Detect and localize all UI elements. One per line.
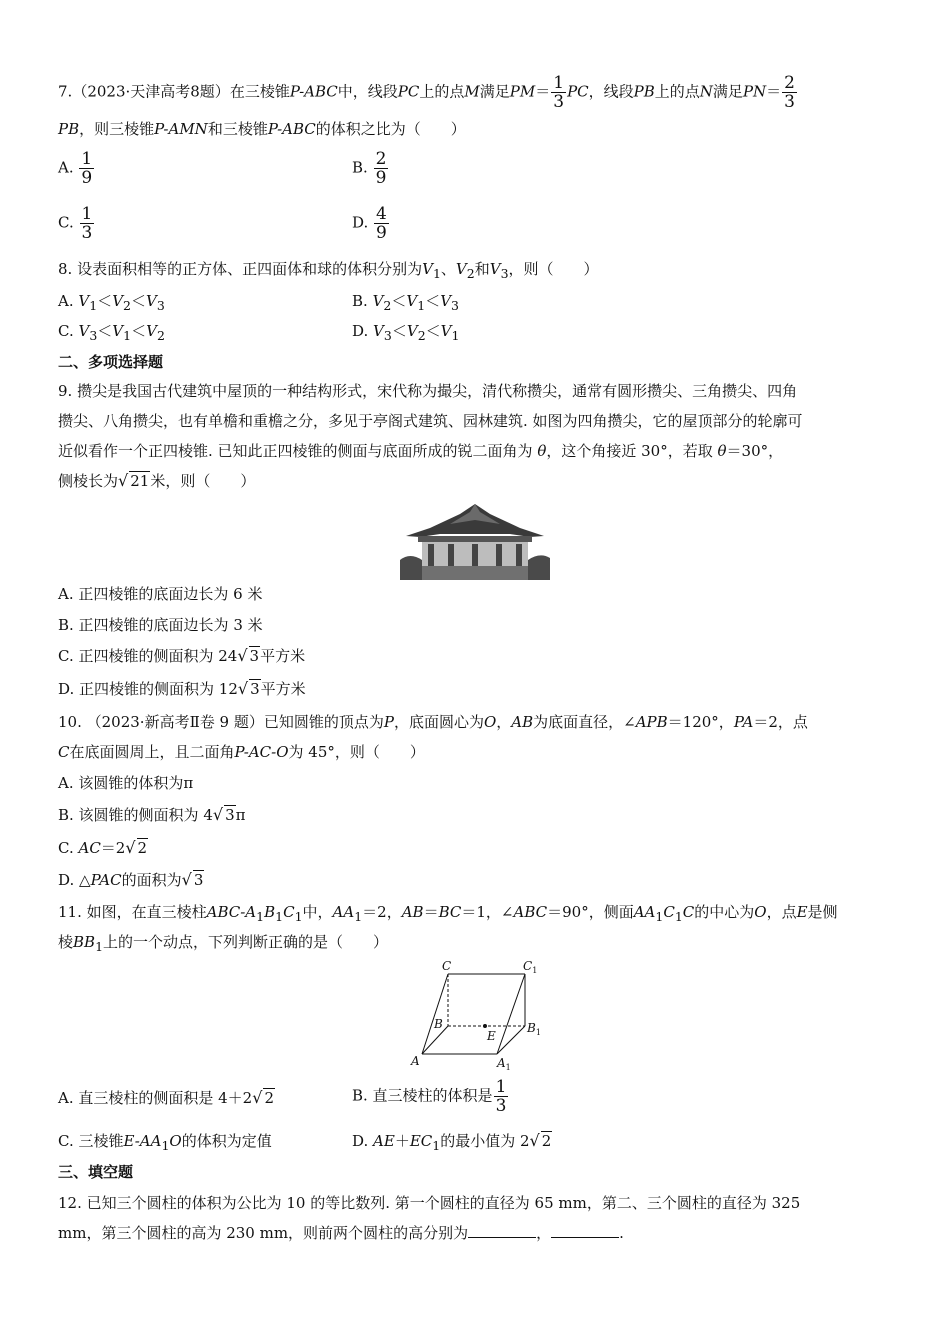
q7-option-d[interactable]: D. $\frac{4}{9}$ — [352, 204, 387, 243]
svg-text:C: C — [442, 959, 452, 973]
section-heading-multi-choice: 二、多项选择题 — [58, 353, 164, 371]
q7-option-a[interactable]: A. $\frac{1}{9}$ — [58, 149, 93, 188]
q9-line2: 攒尖、八角攒尖，也有单檐和重檐之分，多见于亭阁式建筑、园林建筑. 如图为四角攒尖，它的屋顶部分的轮廓可 — [58, 412, 803, 430]
q10-option-d[interactable]: D. △PAC的面积为√ 3 — [58, 870, 204, 889]
q9-line4: 侧棱长为√ 21米，则（ ） — [58, 471, 256, 490]
svg-text:B: B — [434, 1017, 443, 1031]
prism-diagram — [405, 955, 555, 1075]
q7-option-b[interactable]: B. $\frac{2}{9}$ — [352, 149, 387, 188]
svg-text:A: A — [411, 1054, 420, 1068]
svg-text:C1: $C_1$ — [523, 959, 538, 975]
q8-option-c[interactable]: C. $V_3<V_1<V_2$ — [58, 322, 165, 343]
q11-option-d[interactable]: D. $AE+EC_1$的最小值为 2√ 2 — [352, 1131, 552, 1153]
q9-option-c[interactable]: C. 正四棱锥的侧面积为 24√ 3平方米 — [58, 646, 306, 665]
q7-line1: 7.（2023·天津高考8题）在三棱锥P-ABC中，线段PC上的点M满足PM＝ $\frac{1}{3}$ PC，线段PB上的点N满足PN＝ $\frac{2}{3}$ — [58, 73, 795, 112]
q10-option-a[interactable]: A. 该圆锥的体积为π — [58, 774, 194, 792]
q8-stem: 8. 设表面积相等的正方体、正四面体和球的体积分别为$V_1$、$V_2$和$V_3$，则（ ） — [58, 260, 599, 281]
svg-text:B1: $B_1$ — [527, 1021, 541, 1037]
svg-text:A1: $A_1$ — [497, 1056, 511, 1072]
fraction-one-third: $\frac{1}{3}$ — [553, 73, 565, 112]
q8-option-b[interactable]: B. $V_2<V_1<V_3$ — [352, 292, 459, 313]
pavilion-image — [400, 500, 550, 580]
q10-option-c[interactable]: C. AC＝2√ 2 — [58, 838, 148, 857]
q12-line2: mm，第三个圆柱的高为 230 mm，则前两个圆柱的高分别为 ， . — [58, 1224, 624, 1242]
q9-option-a[interactable]: A. 正四棱锥的底面边长为 6 米 — [58, 585, 263, 603]
answer-blank-2[interactable] — [551, 1223, 619, 1238]
q11-option-b[interactable]: B. 直三棱柱的体积是 $\frac{1}{3}$ — [352, 1077, 507, 1116]
fraction-two-thirds: $\frac{2}{3}$ — [784, 73, 795, 112]
q8-option-a[interactable]: A. $V_1<V_2<V_3$ — [58, 292, 165, 313]
q7-line2: PB，则三棱锥P-AMN和三棱锥P-ABC的体积之比为（ ） — [58, 120, 466, 138]
q9-line3: 近似看作一个正四棱锥. 已知此正四棱锥的侧面与底面所成的锐二面角为 θ，这个角接近 30°，若取 θ＝30°， — [58, 442, 784, 460]
q11-option-c[interactable]: C. 三棱锥$E-AA_1O$的体积为定值 — [58, 1132, 272, 1153]
q11-option-a[interactable]: A. 直三棱柱的侧面积是 4＋2√ 2 — [58, 1088, 274, 1107]
q11-line2: 棱$BB_1$上的一个动点，下列判断正确的是（ ） — [58, 933, 389, 954]
q10-line2: C在底面圆周上，且二面角P-AC-O为 45°，则（ ） — [58, 743, 425, 761]
q10-line1: 10. （2023·新高考Ⅱ卷 9 题）已知圆锥的顶点为P，底面圆心为O，AB为底面直径，∠APB＝120°，PA＝2，点 — [58, 713, 808, 731]
svg-text:E: E — [487, 1029, 496, 1043]
q11-line1: 11. 如图，在直三棱柱ABC-$A_1B_1C_1$中，$AA_1=2$，AB＝BC＝1，∠ABC＝90°，侧面$AA_1C_1C$的中心为O，点E是侧 — [58, 903, 838, 924]
section-heading-fill-blank: 三、填空题 — [58, 1163, 134, 1181]
q8-option-d[interactable]: D. $V_3<V_2<V_1$ — [352, 322, 460, 343]
q9-option-b[interactable]: B. 正四棱锥的底面边长为 3 米 — [58, 616, 263, 634]
q7-option-c[interactable]: C. $\frac{1}{3}$ — [58, 204, 93, 243]
q10-option-b[interactable]: B. 该圆锥的侧面积为 4√ 3π — [58, 805, 246, 824]
q12-line1: 12. 已知三个圆柱的体积为公比为 10 的等比数列. 第一个圆柱的直径为 65 mm，第二、三个圆柱的直径为 325 — [58, 1194, 801, 1212]
q9-line1: 9. 攒尖是我国古代建筑中屋顶的一种结构形式，宋代称为撮尖，清代称攒尖，通常有圆形攒尖、三角攒尖、四角 — [58, 382, 798, 400]
q9-option-d[interactable]: D. 正四棱锥的侧面积为 12√ 3平方米 — [58, 679, 306, 698]
answer-blank-1[interactable] — [468, 1223, 536, 1238]
